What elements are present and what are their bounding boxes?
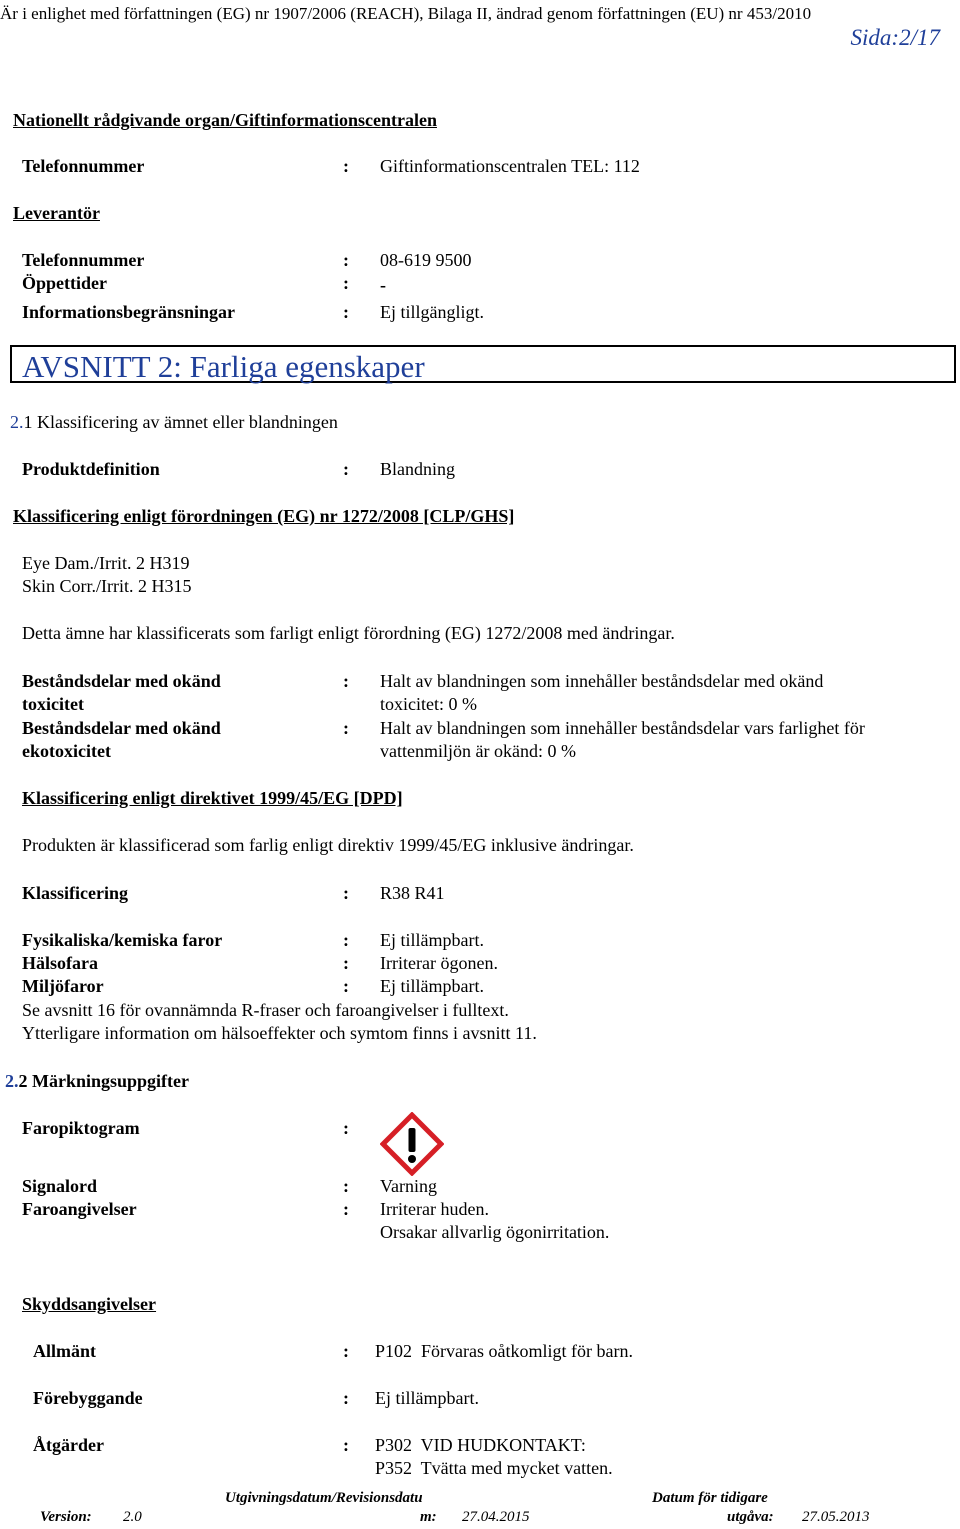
exclamation-mark-icon — [380, 1112, 444, 1176]
colon: : — [343, 976, 349, 996]
health-value: Irriterar ögonen. — [380, 953, 498, 973]
phys-label: Fysikaliska/kemiska faror — [22, 930, 223, 950]
product-def-label: Produktdefinition — [22, 459, 160, 479]
subsection-number-suffix: 1 — [23, 412, 33, 432]
supplier-hours-value: - — [380, 275, 386, 295]
supplier-phone-value: 08-619 9500 — [380, 250, 472, 270]
colon: : — [343, 930, 349, 950]
clp-line: Skin Corr./Irrit. 2 H315 — [22, 576, 192, 596]
colon: : — [343, 1176, 349, 1196]
hazard-value: Irriterar huden. — [380, 1199, 489, 1219]
footer-issue-label: Utgivningsdatum/Revisionsdatu — [225, 1490, 423, 1506]
footer-prev-label: utgåva: — [727, 1509, 774, 1525]
colon: : — [343, 1199, 349, 1219]
footer-issue-value: 27.04.2015 — [462, 1509, 530, 1525]
subsection-title: Klassificering av ämnet eller blandningen — [37, 412, 338, 432]
clp-statement: Detta ämne har klassificerats som farligt enligt förordning (EG) 1272/2008 med ändringar. — [22, 623, 675, 643]
general-label: Allmänt — [33, 1341, 96, 1361]
supplier-phone-label: Telefonnummer — [22, 250, 145, 270]
note: Se avsnitt 16 för ovannämnda R-fraser och faroangivelser i fulltext. — [22, 1000, 509, 1020]
note: Ytterligare information om hälsoeffekter och symtom finns i avsnitt 11. — [22, 1023, 537, 1043]
dpd-heading: Klassificering enligt direktivet 1999/45/EG [DPD] — [22, 788, 403, 808]
subsection-number: 2. — [10, 412, 24, 432]
clp-line: Eye Dam./Irrit. 2 H319 — [22, 553, 190, 573]
hazard-label: Faroangivelser — [22, 1199, 137, 1219]
product-def-value: Blandning — [380, 459, 455, 479]
supplier-info-label: Informationsbegränsningar — [22, 302, 236, 322]
colon: : — [343, 250, 349, 270]
env-label: Miljöfaror — [22, 976, 104, 996]
ecotox-label: ekotoxicitet — [22, 741, 111, 761]
regulation-header: Är i enlighet med författningen (EG) nr 1907/2006 (REACH), Bilaga II, ändrad genom författningen (EU) nr 453/2010 — [0, 4, 812, 23]
colon: : — [343, 953, 349, 973]
phys-value: Ej tillämpbart. — [380, 930, 484, 950]
footer-prev-label: Datum för tidigare — [652, 1490, 768, 1506]
tox-value: Halt av blandningen som innehåller beståndsdelar med okänd — [380, 671, 824, 691]
subsection-number: 2. — [5, 1071, 19, 1091]
classification-label: Klassificering — [22, 883, 128, 903]
action-label: Åtgärder — [33, 1435, 104, 1455]
ecotox-value: vattenmiljön är okänd: 0 % — [380, 741, 576, 761]
tox-label: toxicitet — [22, 694, 84, 714]
colon: : — [343, 883, 349, 903]
colon: : — [343, 671, 349, 691]
advisory-phone-label: Telefonnummer — [22, 156, 145, 176]
tox-value: toxicitet: 0 % — [380, 694, 477, 714]
hazard-value: Orsakar allvarlig ögonirritation. — [380, 1222, 610, 1242]
ecotox-value: Halt av blandningen som innehåller beståndsdelar vars farlighet för — [380, 718, 865, 738]
colon: : — [343, 273, 349, 293]
subsection-2-1-heading — [10, 411, 338, 434]
colon: : — [343, 459, 349, 479]
prevent-label: Förebyggande — [33, 1388, 143, 1408]
colon: : — [343, 156, 349, 176]
action-value: P302 VID HUDKONTAKT: — [375, 1435, 586, 1455]
subsection-2-2-heading — [5, 1070, 189, 1093]
supplier-hours-label: Öppettider — [22, 273, 107, 293]
pictogram-label: Faropiktogram — [22, 1118, 140, 1138]
section-title: AVSNITT 2: Farliga egenskaper — [22, 349, 425, 384]
tox-label: Beståndsdelar med okänd — [22, 671, 221, 691]
precaution-heading: Skyddsangivelser — [22, 1294, 157, 1314]
footer-version-value: 2.0 — [123, 1509, 142, 1525]
page-number: Sida:2/17 — [850, 25, 940, 50]
classification-value: R38 R41 — [380, 883, 445, 903]
colon: : — [343, 1118, 349, 1138]
health-label: Hälsofara — [22, 953, 98, 973]
signal-label: Signalord — [22, 1176, 98, 1196]
colon: : — [343, 1435, 349, 1455]
env-value: Ej tillämpbart. — [380, 976, 484, 996]
supplier-heading: Leverantör — [13, 203, 100, 223]
footer-version-label: Version: — [40, 1509, 92, 1525]
section-title-box — [10, 345, 956, 383]
supplier-info-value: Ej tillgängligt. — [380, 302, 484, 322]
colon: : — [343, 1388, 349, 1408]
advisory-phone-value: Giftinformationscentralen TEL: 112 — [380, 156, 640, 176]
colon: : — [343, 302, 349, 322]
advisory-heading: Nationellt rådgivande organ/Giftinformationscentralen — [13, 110, 437, 130]
subsection-number-suffix: 2 — [18, 1071, 28, 1091]
prevent-value: Ej tillämpbart. — [375, 1388, 479, 1408]
general-value: P102 Förvaras oåtkomligt för barn. — [375, 1341, 633, 1361]
ecotox-label: Beståndsdelar med okänd — [22, 718, 221, 738]
signal-value: Varning — [380, 1176, 437, 1196]
action-value: P352 Tvätta med mycket vatten. — [375, 1458, 613, 1478]
colon: : — [343, 718, 349, 738]
clp-heading: Klassificering enligt förordningen (EG) nr 1272/2008 [CLP/GHS] — [13, 506, 515, 526]
footer-prev-value: 27.05.2013 — [802, 1509, 870, 1525]
subsection-title: Märkningsuppgifter — [32, 1071, 190, 1091]
footer-issue-label: m: — [420, 1509, 437, 1525]
colon: : — [343, 1341, 349, 1361]
dpd-statement: Produkten är klassificerad som farlig enligt direktiv 1999/45/EG inklusive ändringar. — [22, 835, 634, 855]
